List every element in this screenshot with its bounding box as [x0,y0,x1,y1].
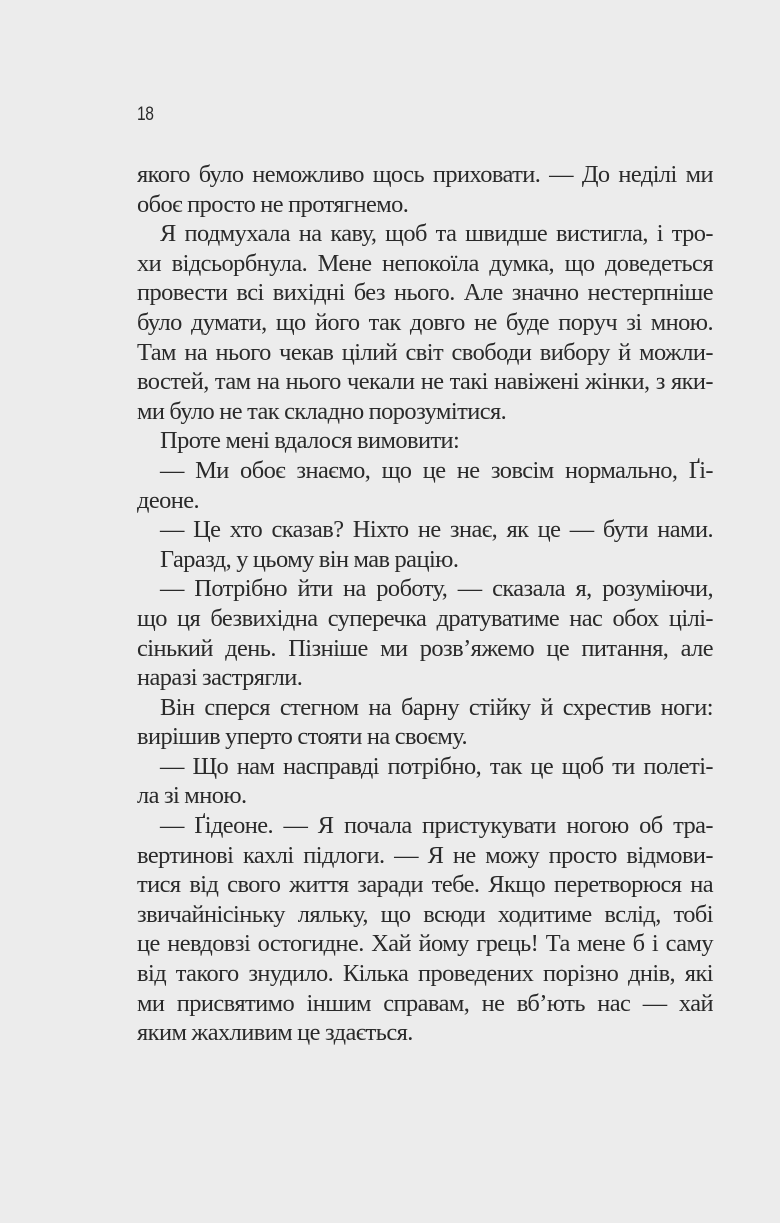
text-line: вирішив уперто стояти на своєму. [137,723,467,751]
text-line: звичайнісіньку ляльку, що всюди ходитиме вслід, тобі [137,900,713,928]
text-line: тися від свого життя заради тебе. Якщо перетворюся на [137,871,713,899]
text-line: Проте мені вдалося вимовити: [160,427,460,455]
text-line: наразі застрягли. [137,664,303,692]
text-line: це невдовзі остогидне. Хай йому грець! Та мене б і саму [137,930,713,958]
text-line: сінький день. Пізніше ми розв’яжемо це питання, але [137,634,713,662]
text-line: яким жахливим це здається. [137,1019,413,1047]
page-number: 18 [137,104,154,125]
text-line: від такого знудило. Кілька проведених порізно днів, які [137,960,713,988]
text-line: вертинові кахлі підлоги. — Я не можу просто відмови- [137,841,713,869]
text-line: що ця безвихідна суперечка дратуватиме нас обох цілі- [137,604,713,632]
body-text [137,160,713,1048]
text-line: Гаразд, у цьому він мав рацію. [160,545,459,573]
text-line: якого було неможливо щось приховати. — До неділі ми [137,161,713,188]
text-line: — Ми обоє знаємо, що це не зовсім нормально, Ґі- [160,456,713,484]
text-line: — Що нам насправді потрібно, так це щоб ти полеті- [160,752,713,780]
text-line: деоне. [137,486,200,514]
text-line: хи відсьорбнула. Мене непокоїла думка, що доведеться [137,249,713,277]
text-line: провести всі вихідні без нього. Але значно нестерпніше [137,279,713,307]
text-line: ми було не так складно порозумітися. [137,397,507,425]
text-line: — Потрібно йти на роботу, — сказала я, розуміючи, [160,575,713,603]
text-line: ми присвятимо іншим справам, не вб’ють нас — хай [137,989,713,1017]
text-line: Я подмухала на каву, щоб та швидше вистигла, і тро- [160,220,713,248]
text-line: обоє просто не протягнемо. [137,190,409,218]
text-line: ла зі мною. [137,782,247,810]
text-line: — Це хто сказав? Ніхто не знає, як це — бути нами. [160,516,713,544]
text-line: востей, там на нього чекали не такі навіжені жінки, з яки- [137,368,713,396]
text-line: було думати, що його так довго не буде поруч зі мною. [137,308,713,336]
text-line: Він сперся стегном на барну стійку й схрестив ноги: [160,693,713,721]
text-line: Там на нього чекав цілий світ свободи вибору й можли- [137,338,713,366]
text-line: — Ґідеоне. — Я почала пристукувати ногою об тра- [160,812,713,840]
